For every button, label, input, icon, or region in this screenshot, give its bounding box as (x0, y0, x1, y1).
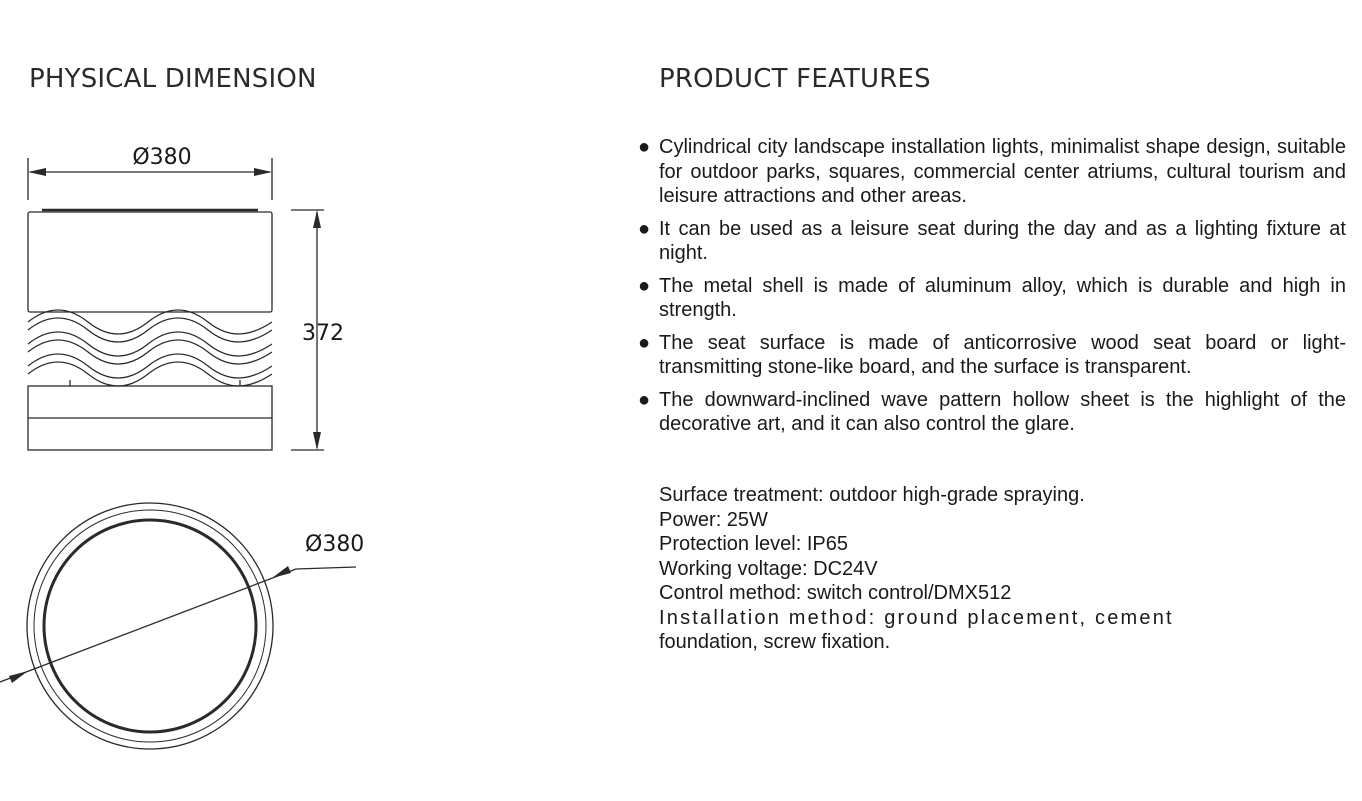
side-width-label: Ø380 (132, 145, 192, 170)
spec-power: Power: 25W (659, 508, 768, 531)
top-diameter-label: Ø380 (305, 532, 365, 557)
feature-item: ● The seat surface is made of anticorrosive wood seat board or light-transmitting stone-like board, and the surface is transparent. (638, 331, 1346, 378)
dimension-drawing (0, 130, 380, 770)
physical-dimension-title: PHYSICAL DIMENSION (29, 64, 317, 94)
specifications (659, 483, 1259, 655)
spec-surface-treatment: Surface treatment: outdoor high-grade spraying. (659, 484, 1085, 506)
feature-list (636, 135, 1346, 445)
feature-item: ● Cylindrical city landscape installation lights, minimalist shape design, suitable for outdoor parks, squares, commercial center atriums, cultural tourism and leisure attractions and other areas. (638, 136, 1346, 207)
spec-working-voltage: Working voltage: DC24V (659, 557, 878, 580)
bullet-icon: ● (638, 331, 651, 354)
side-view-body (28, 210, 272, 450)
feature-item: ● The downward-inclined wave pattern hollow sheet is the highlight of the decorative art, and it can also control the glare. (638, 388, 1346, 435)
feature-item: ● The metal shell is made of aluminum alloy, which is durable and high in strength. (638, 274, 1346, 321)
product-features-title: PRODUCT FEATURES (659, 64, 931, 94)
top-view-circle (27, 503, 273, 749)
height-label: 372 (302, 321, 344, 346)
bullet-icon: ● (638, 136, 651, 158)
spec-installation-method: Installation method: ground placement, cement (659, 606, 1174, 629)
spec-installation-method-cont: foundation, screw fixation. (659, 631, 891, 653)
spec-control-method: Control method: switch control/DMX512 (659, 582, 1012, 604)
bullet-icon: ● (638, 388, 651, 411)
bullet-icon: ● (638, 217, 651, 240)
bullet-icon: ● (638, 274, 651, 297)
feature-item: ● It can be used as a leisure seat during the day and as a lighting fixture at night. (638, 217, 1346, 264)
spec-protection-level: Protection level: IP65 (659, 533, 848, 555)
